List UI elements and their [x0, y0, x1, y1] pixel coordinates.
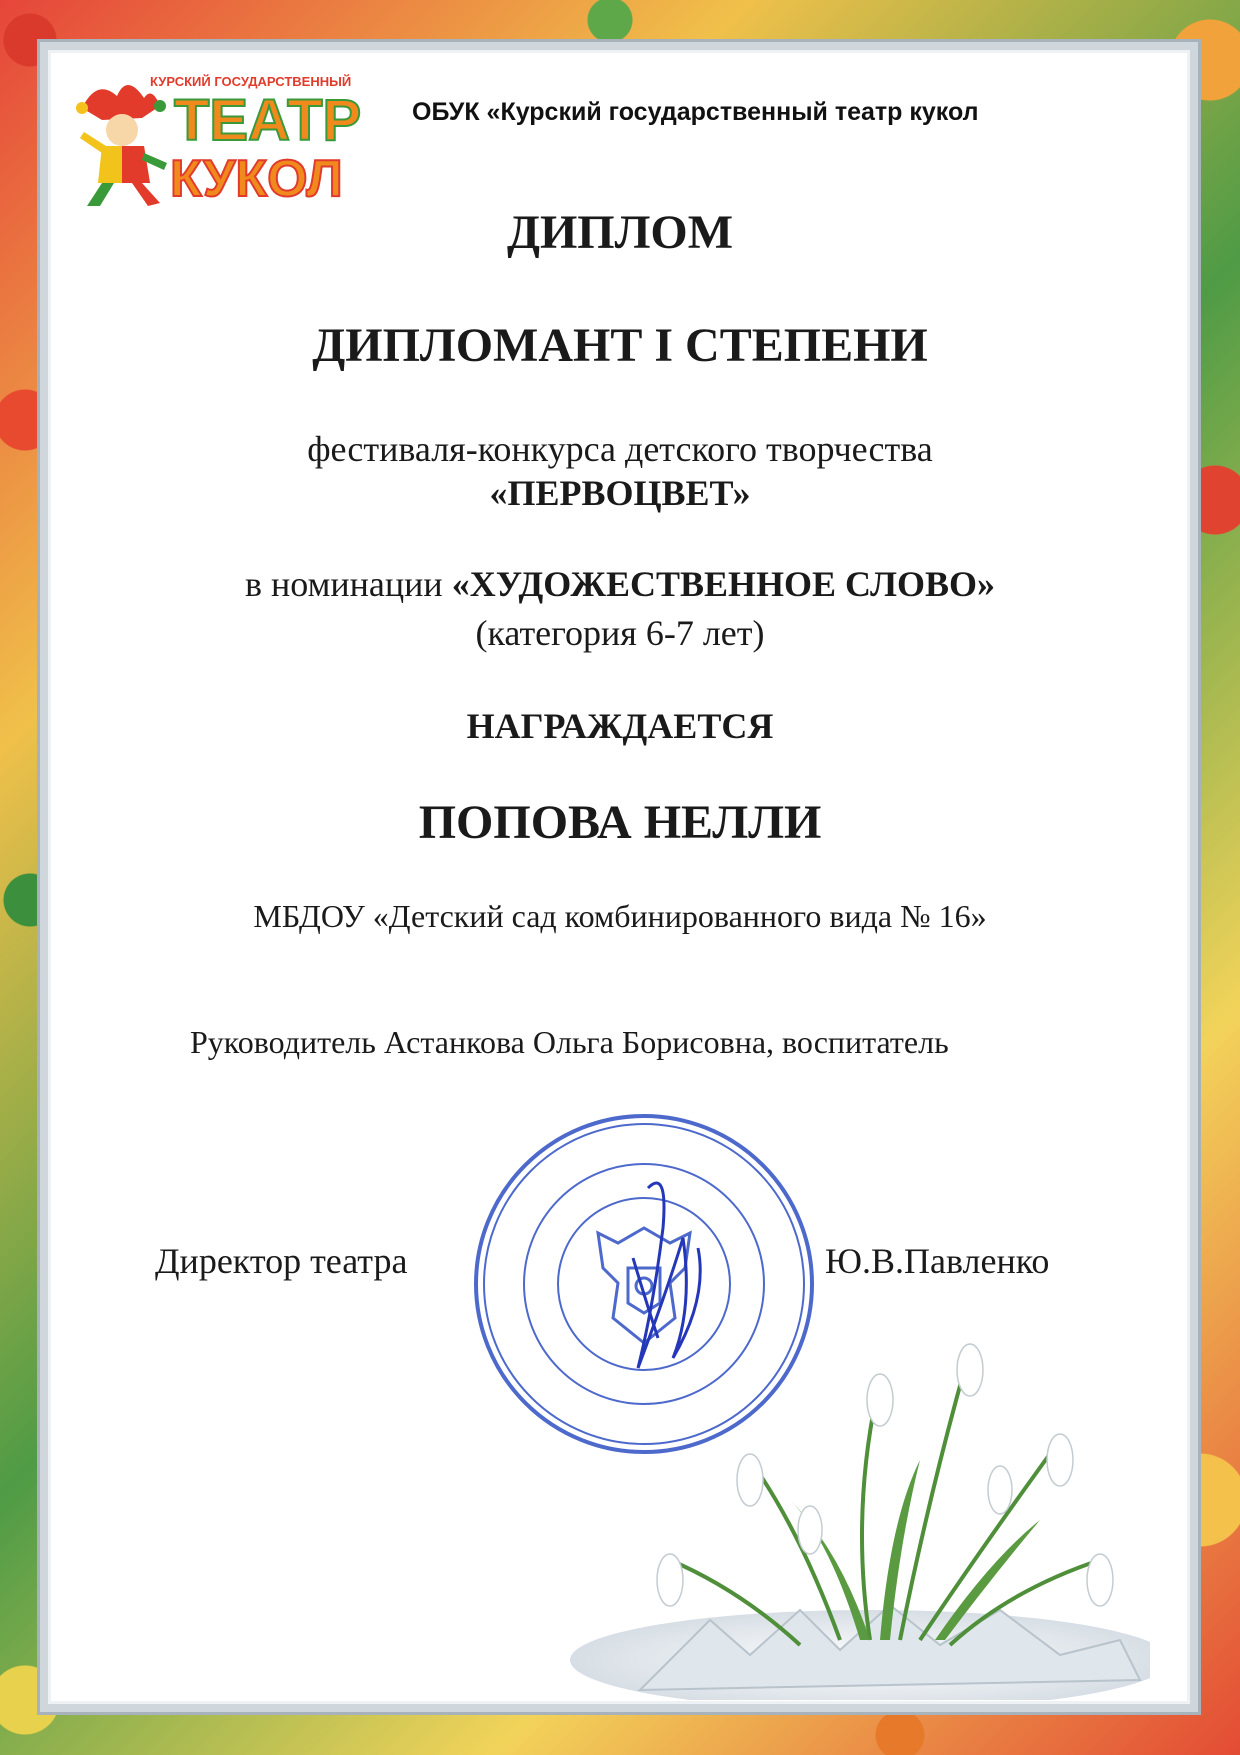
diploma-degree: ДИПЛОМАНТ I СТЕПЕНИ: [312, 319, 928, 372]
coat-of-arms-icon: [598, 1228, 690, 1343]
theatre-logo: [72, 68, 372, 208]
diploma-title: ДИПЛОМ: [506, 206, 734, 259]
awarded-label: НАГРАЖДАЕТСЯ: [466, 706, 774, 746]
signature-name: Ю.В.Павленко: [825, 1241, 1050, 1281]
logo-dolls-text: КУКОЛ: [170, 150, 343, 208]
institution: МБДОУ «Детский сад комбинированного вида № 16»: [253, 898, 987, 934]
nomination-name: «ХУДОЖЕСТВЕННОЕ СЛОВО»: [451, 564, 995, 604]
festival-name: «ПЕРВОЦВЕТ»: [489, 473, 751, 513]
signature-role: Директор театра: [155, 1241, 408, 1281]
official-stamp: [468, 1108, 820, 1460]
organization-name: ОБУК «Курский государственный театр кукол: [412, 98, 979, 126]
supervisor: Руководитель Астанкова Ольга Борисовна, воспитатель: [190, 1024, 949, 1060]
festival-line: фестиваля-конкурса детского творчества: [307, 429, 933, 469]
logo-theatre-text: ТЕАТР: [174, 88, 362, 153]
recipient-name: ПОПОВА НЕЛЛИ: [418, 796, 822, 849]
logo-top-text: КУРСКИЙ ГОСУДАРСТВЕННЫЙ: [150, 74, 352, 89]
nomination-line: [0, 563, 1240, 605]
nomination-prefix: в номинации: [245, 564, 452, 604]
jester-icon: [76, 85, 167, 206]
category: (категория 6-7 лет): [475, 613, 765, 653]
